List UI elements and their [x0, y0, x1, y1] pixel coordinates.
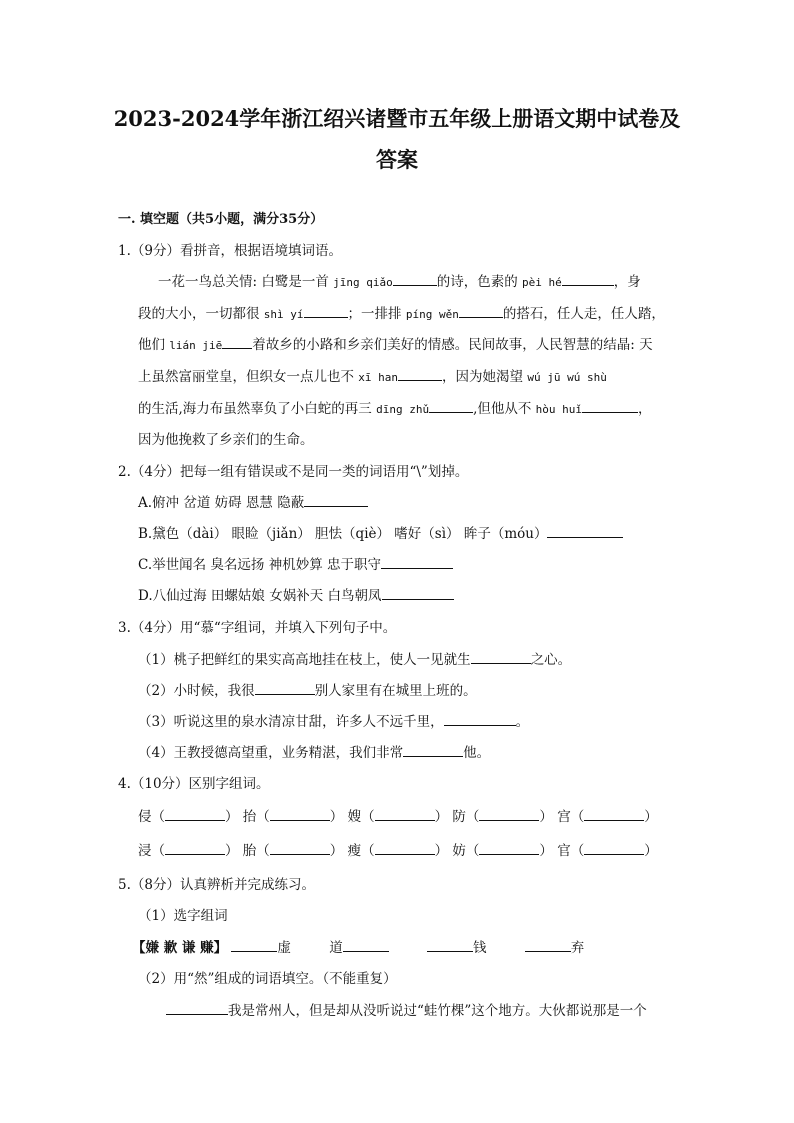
answer-blank[interactable] — [427, 939, 473, 952]
question-3-heading: 3.（4分）用“慕“字组词，并填入下列句子中。 — [118, 620, 397, 636]
answer-blank[interactable] — [222, 336, 252, 349]
answer-blank[interactable] — [403, 744, 463, 757]
answer-blank[interactable] — [375, 842, 435, 855]
answer-blank[interactable] — [444, 713, 516, 726]
answer-blank[interactable] — [479, 808, 539, 821]
answer-blank[interactable] — [393, 273, 437, 286]
page-title-continued: 答案 — [376, 147, 418, 172]
answer-blank[interactable] — [382, 587, 454, 600]
q2-option-b: B.黛色（dài） 眼睑（jiǎn） 胆怯（qiè） 嗜好（sì） 眸子（móu） — [138, 522, 623, 542]
answer-blank[interactable] — [429, 400, 473, 413]
answer-blank[interactable] — [547, 525, 623, 538]
answer-blank[interactable] — [398, 368, 442, 381]
answer-blank[interactable] — [584, 842, 644, 855]
pinyin: lián jiē — [169, 339, 223, 352]
answer-blank[interactable] — [255, 682, 315, 695]
answer-blank[interactable] — [304, 494, 368, 507]
q4-row-2: 浸（ ） 胎（ ） 瘦（ ） 妨（ ） 官（ ） — [138, 843, 658, 859]
answer-blank[interactable] — [471, 651, 531, 664]
pinyin: wú jū wú shù — [527, 371, 607, 384]
question-2-heading: 2.（4分）把每一组有错误或不是同一类的词语用“\”划掉。 — [118, 464, 469, 480]
pinyin: shì yí — [263, 308, 304, 321]
q5-passage: 我是常州人，但是却从没听说过“蛙竹棵”这个地方。大伙都说那是一个 — [166, 999, 647, 1019]
pinyin: jīng qiǎo — [333, 276, 393, 289]
answer-blank[interactable] — [231, 939, 277, 952]
answer-blank[interactable] — [584, 808, 644, 821]
q2-option-c: C.举世闻名 臭名远扬 神机妙算 忠于职守 — [138, 553, 453, 573]
answer-blank[interactable] — [166, 1002, 228, 1015]
q1-line-2: 段的大小，一切都很 shì yí ；一排排 píng wěn 的搭石，任人走，任人踏， — [138, 306, 665, 322]
question-5-heading: 5.（8分）认真辨析并完成练习。 — [118, 877, 315, 893]
answer-blank[interactable] — [343, 939, 389, 952]
q1-line-6: 因为他挽救了乡亲们的生命。 — [138, 432, 314, 448]
pinyin: dīng zhǔ — [376, 403, 430, 416]
pinyin: píng wěn — [405, 308, 459, 321]
q3-sentence-3: （3）听说这里的泉水清凉甘甜，许多人不远千里， 。 — [138, 714, 530, 730]
pinyin: pèi hé — [522, 276, 562, 289]
pinyin: xī han — [358, 371, 399, 384]
answer-blank[interactable] — [270, 842, 330, 855]
answer-blank[interactable] — [165, 842, 225, 855]
answer-blank[interactable] — [304, 305, 348, 318]
q3-sentence-4: （4）王教授德高望重，业务精湛，我们非常 他。 — [138, 745, 491, 761]
q4-row-1: 侵（ ） 抬（ ） 嫂（ ） 防（ ） 宫（ ） — [138, 809, 658, 825]
q1-line-4: 上虽然富丽堂皇，但织女一点儿也不 xī han ，因为她渴望 wú jū wú shù — [138, 369, 607, 385]
section-heading: 一. 填空题（共5小题，满分35分） — [118, 212, 324, 227]
q3-sentence-1: （1）桃子把鲜红的果实高高地挂在枝上，使人一见就生 之心。 — [138, 652, 572, 668]
q3-sentence-2: （2）小时候，我很 别人家里有在城里上班的。 — [138, 683, 477, 699]
q5-word-options: 【嫌 歉 谦 赚】 虚 道 钱 弃 — [132, 940, 585, 956]
answer-blank[interactable] — [375, 808, 435, 821]
q2-option-d: D.八仙过海 田螺姑娘 女娲补天 白鸟朝凤 — [138, 584, 454, 604]
question-1-heading: 1.（9分）看拼音，根据语境填词语。 — [118, 243, 342, 259]
answer-blank[interactable] — [582, 400, 638, 413]
answer-blank[interactable] — [479, 842, 539, 855]
q2-option-a: A.俯冲 岔道 妨碍 恩慧 隐蔽 — [138, 491, 368, 511]
pinyin: hòu huǐ — [535, 403, 583, 416]
page-title: 2023-2024学年浙江绍兴诸暨市五年级上册语文期中试卷及 — [113, 106, 681, 131]
q1-line-1: 一花一鸟总关情: 白鹭是一首 jīng qiǎo 的诗，色素的 pèi hé ，身 — [158, 274, 641, 290]
q5-part-1: （1）选字组词 — [138, 908, 228, 924]
answer-blank[interactable] — [525, 939, 571, 952]
answer-blank[interactable] — [459, 305, 503, 318]
question-4-heading: 4.（10分）区别字组词。 — [118, 776, 270, 792]
q5-part-2: （2）用“然”组成的词语填空。（不能重复） — [138, 971, 397, 987]
answer-blank[interactable] — [562, 273, 614, 286]
q1-line-3: 他们 lián jiē 着故乡的小路和乡亲们美好的情感。民间故事，人民智慧的结晶: 天 — [138, 337, 653, 353]
answer-blank[interactable] — [381, 556, 453, 569]
answer-blank[interactable] — [165, 808, 225, 821]
answer-blank[interactable] — [270, 808, 330, 821]
q1-line-5: 的生活,海力布虽然辜负了小白蛇的再三 dīng zhǔ ,但他从不 hòu huǐ ， — [138, 401, 652, 417]
